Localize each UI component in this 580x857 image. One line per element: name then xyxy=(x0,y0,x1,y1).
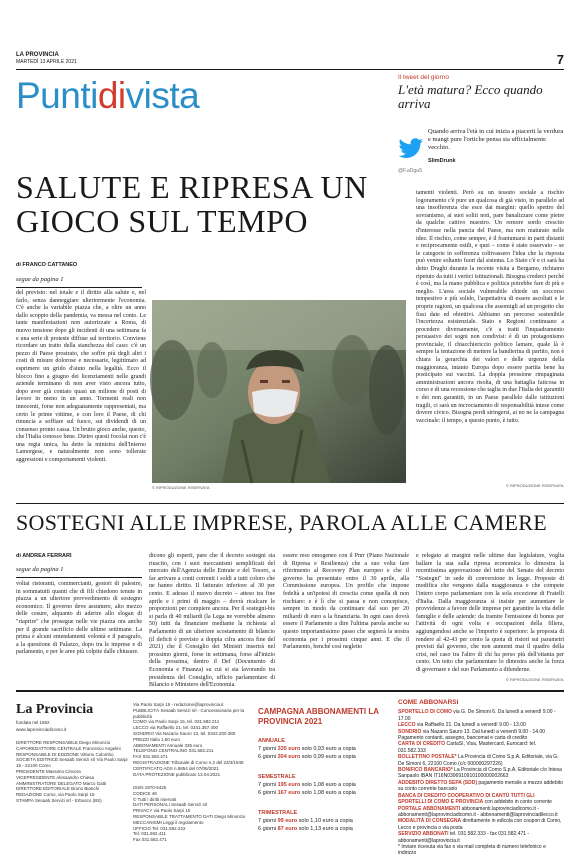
campaign-section-semester: SEMESTRALE xyxy=(258,774,296,780)
subscribe-row xyxy=(398,806,564,819)
row-key: CARTA DI CREDITO xyxy=(398,741,446,748)
campaign-row xyxy=(258,754,356,760)
campaign-row xyxy=(258,818,353,824)
article2-headline: SOSTEGNI ALLE IMPRESE, PAROLA ALLE CAMERE xyxy=(16,510,547,535)
subscribe-row xyxy=(398,767,564,780)
row-value: via Raffaello 21. Da lunedì a venerdì 9.00 - 13.00 xyxy=(415,722,526,729)
tweet-text: Quando arriva l'età in cui inizia a piacerti la verdura e mangi pure l'ortiche pensa sia ufficialmente vecchio. xyxy=(428,128,564,151)
tweet-handle: @F.aDgaS xyxy=(398,168,423,174)
row-days: 7 giorni xyxy=(258,818,278,824)
article2-column-1: voltai ristoranti, commercianti, gestori di palestre, in sommatutti quanti che di fili chiedono tenute in piazza a un ulteriore provvedimento di sostegno economico. Il governo deve assumere, alto mezzo delle cesure, alquanto di aderire allo slogan di "riaprire" che prosegue nelle vie piazza ora anche per il grande sacrificio delle ultime settimane. La prima è alcuni emendamenti volontà e il paragrafo, a la questione di Palazzo, dopo tra le imprese e di parlamento, e per le aree più colpite dalle chiusure. xyxy=(16,581,142,656)
masthead-part-3: vista xyxy=(125,75,200,116)
row-key: SONDRIO xyxy=(398,728,422,735)
article2-end-credit: © RIPRODUZIONE RISERVATA xyxy=(506,677,564,682)
row-key: MODALITÀ DI CONSEGNA xyxy=(398,818,462,825)
campaign-row xyxy=(258,790,356,796)
masthead-part-1: Punti xyxy=(16,75,98,116)
article1-photo xyxy=(152,300,406,483)
row-price: 87 euro xyxy=(277,826,298,832)
row-price: 304 euro xyxy=(277,754,301,760)
masthead-part-2: di xyxy=(97,75,126,116)
footer-codes: ISSN 1970-5425 CODICE 48 © Tutti i diritti riservati DATI PERSONALI Sesaab Servizi srl PRIVACY via Paolo Sarpi 15 RESPONSABILE TRATTAMENTO DATI Diego Minonzio MECCANISMI Leggi il regolamento UFFICIO Tel. 031.582.222 Tel. 031.582.411 Fax 031.582.471 xyxy=(133,785,246,843)
footer-site: www.laprovinciadicomo.it xyxy=(16,727,67,732)
row-value: La Provincia di Como S.p.A. Editoriale c/o Intesa Sanpaolo IBAN IT16N0306910910100000002663 xyxy=(398,767,562,780)
campaign-row xyxy=(258,782,356,788)
row-note: solo 1,10 euro a copia xyxy=(297,818,353,824)
tweet-of-the-day xyxy=(398,74,564,111)
row-key: BOLLETTINO POSTALE* xyxy=(398,754,457,761)
section-masthead xyxy=(16,76,199,116)
page-header xyxy=(16,52,564,68)
article1-column-1: del previsto: nel totale e il diritto alla salute e, nel farlo, senza danneggiare ulteriormente l'economia. C'è anche la variabile piazza che, a oltre un anno dallo scoppio della pandemia, va messa nel conto. Le tante manifestazioni non autorizzate a Roma, di nuovo tensione dopo gli incidenti di una settimana fa e una serie di proteste diffuse sul territorio. Conviene ricordare un tratto della stanchezza del caso: c'è un pezzo di Paese prostrato, che soffre più degli altri i costi di misure dolorose e necessarie, legittimato ad esprimere un grido d'aiuto nella legalità. Ecco il blocco fino a giugno dei licenziamenti nelle grandi aziende terminano di non aver visto ancora tutto, dopo aver già contato quasi un milione di posti di lavoro in meno in un anno. Tormenti reali non innocenti, forse non adeguatamente rappresentati, ma certo le prime vittime, e con loro il Paese, di chi rinuncia a soffiare sul fuoco, sui dividendi di un consenso pronto cassa. Un brutto gioco anche, questo, che l'Italia conosce bene. Dietro questi focolai non c'è una regia unica, ha detto la ministra dell'Interno Lamorgese, e naturalmente non sono tollerate aggressioni e comportamenti violenti. xyxy=(16,290,146,464)
article1-end-credit: © RIPRODUZIONE RISERVATA xyxy=(506,483,564,488)
row-value: via Nazario Sauro 13. Dal lunedì a venerdì 9.00 - 14.00 xyxy=(421,728,546,735)
how-to-subscribe-title: COME ABBONARSI xyxy=(398,699,459,706)
row-key: BONIFICO BANCARIO* xyxy=(398,767,453,774)
tweet-author: SlimDrunk xyxy=(428,158,456,164)
row-value: Pagamento contanti, assegno, bancomat e carta di credito xyxy=(398,735,528,742)
row-note: solo 1,08 euro a copia xyxy=(300,782,356,788)
subscribe-row xyxy=(398,818,564,831)
row-value: abbonamenti.laprovinciadicomo.it - abbonamenti@laprovinciadicomo.it - abbonamenti@laprovinciadilecco.it xyxy=(398,805,558,818)
row-value: CartaSì, Visa, Mastercard, Eurocard: tel. 031.582.333 xyxy=(398,741,537,754)
article2-segue: segue da pagina 1 xyxy=(16,566,64,573)
subscribe-row xyxy=(398,793,564,806)
row-note: solo 1,13 euro a copia xyxy=(297,826,353,832)
row-value: direttamente in edicola con coupon di Como, Lecco e provincia o via posta xyxy=(398,818,562,831)
row-note: solo 0,99 euro a copia xyxy=(300,754,356,760)
article1-headline: SALUTE E RIPRESA UN GIOCO SUL TEMPO xyxy=(16,169,368,239)
subscribe-row xyxy=(398,831,564,844)
footer-brand: La Provincia xyxy=(16,702,94,717)
row-value: La Provincia di Como S.p.A. Editoriale, via G. De Simoni 6, 22100 Como (c/c 000000297226) xyxy=(398,754,559,767)
row-price: 167 euro xyxy=(277,790,301,796)
footer-offices: Via Paolo Sarpi 15 - redazione@laprovincia.it PUBBLICITÀ Sesaab Servizi srl - Concessionaria per la pubblicità COMO via Paolo Sarpi 15, tel. 031.582.211 LECCO via Raffaello 21, tel. 0341.357.400 SONDRIO Via Nazario Sauro 13, tel. 0342.200.380 PREZZI Italia 1,50 euro ABBONAMENTI Annuale 335 euro TELEFONO CENTRALINO 031.582.211 FAX 031.582.471 REGISTRAZIONE Tribunale di Como n.2 del 23/3/1948 CERTIFICATO ADS n.8854 del 07/06/2021 DATA PROTEZIONE pubblicato 13.04.2021 xyxy=(133,702,245,777)
row-value: via G. De Simoni 6. Da lunedì a venerdì 9.00 - 17.00 xyxy=(398,709,556,722)
article1-byline: di FRANCO CATTANEO xyxy=(16,262,78,268)
header-rule xyxy=(16,69,564,70)
how-to-subscribe xyxy=(398,700,564,857)
row-days: 6 giorni xyxy=(258,826,278,832)
subscribe-row xyxy=(398,741,564,754)
campaign-row xyxy=(258,826,353,832)
soldiers-photo xyxy=(152,300,406,483)
article-separator xyxy=(16,503,564,504)
campaign-title: CAMPAGNA ABBONAMENTI LA PROVINCIA 2021 xyxy=(258,707,379,726)
row-key: SPORTELLO DI COMO xyxy=(398,709,452,716)
campaign-section-annual: ANNUALE xyxy=(258,738,285,744)
article2-column-2: dicono gli esperti, pare che il decreto sostegni sia riuscito, con i suoi meccanismi semplificati del mercato dell'Agenzia delle Entrate e del Tesoro, a far arrivare a conti correnti i soldi a tutti coloro che ne hanno diritto. Il fatturato inferiore al 30 per cento. E adesso il nuovo decreto – atteso tra fine aprile e i primi di maggio – dovrà ricalcare le proporzioni per compiere ancora. Per il sostegni-bis si parla di 40 miliardi (la Lega ne vorrebbe almeno 50) tutti da finanziare mediante la richiesta al Parlamento di un ulteriore scostamento di bilancio (il deficit è previsto a doppia cifra ancora fine del 2021) che il Consiglio dei Ministri inserirà nel prossimo giorni, forse in settimana, forse all'inizio della prossima, dentro il Def (Documento di Economia e Finanza) su cui si sta lavorando tra presidenza del Consiglio, ufficio parlamentare di Bilancio e Ministero dell'Economia. xyxy=(149,553,275,689)
article1-column-2: tamenti violenti. Però su un tessuto sociale a rischio logoramento c'è pure un qualcosa di già visto, in parallelo ad una insofferenza che esce dai margini: quello spettro del sovranismo, ai suoi soliti noti, pare banalizzare come pietre da qualche cattivo maestro. Un remore sordo crescito d'interesse nella pancia del Paese, ma non maturato nelle idee. Il rischio, come sempre, è il frantumarsi in parti distanti e reciprocamente ostili, e quei – come è stato osservato – se le categorie in sofferenza coltivassero l'idea che la risposta può venire soltanto fuori dal sistema. Lo Stato c'è e ci sarà ha detto Draghi durante la recente visita a Bergamo, richiamo ripetuto da tutti i vertici istituzionali. Bisogna crederci perché è così, ma la mano pubblica e politica potrebbe fare di più e meglio. L'area sociale vulnerabile chiede un soccorso tempestivo e più solido, l'aspettativa di essere ascoltati e le proprie ragioni, un qualcosa che assomigli ad un progetto che fissi date ed obiettivi. Abbiamo un percorso sostenibile l'incertezza esistenziale. Stato e Regioni continuano a procedere diversamente, c'è a tratti l'inquadramento persuasivo dei sogni non condivisi: è di un protagonismo provinciale, il chiacchiericcio politico lamare, quale là è sempre la tentazione di mettere la bandierina di partito, non è chiara la gerarchia dei valori e delle urgenze della maggioranza, intanto Europa dopo essere partita bene ha posticipato sui vaccini. La doppia pressione rimpaginata amministrazioni ancora risolta, di una battaglia faticosa in corso e di una recessione che taglia in due l'Italia dei garantiti e dei non garantiti, in un Paese parallelo dalle istituzioni tragili, ci sarà un incrociamento di responsabilità intese come dovere civico. Bisogna perdi stringersi, ai no ne la campagna vaccinale: il tempo, a questo punto, è tutto. xyxy=(416,190,564,424)
article2-byline: di ANDREA FERRARI xyxy=(16,553,72,559)
row-days: 7 giorni xyxy=(258,782,278,788)
row-key: BANCA DI CREDITO COOPERATIVO DI CANTÙ TUTTI GLI SPORTELLI DI COMO E PROVINCIA xyxy=(398,792,535,806)
subscribe-row xyxy=(398,709,564,722)
row-price: 195 euro xyxy=(277,782,301,788)
campaign-section-quarter: TRIMESTRALE xyxy=(258,810,298,816)
campaign-row xyxy=(258,746,356,752)
tweet-label: Il tweet del giorno xyxy=(398,74,449,81)
article1-segue: segue da pagina 1 xyxy=(16,276,64,283)
page-number: 7 xyxy=(556,52,564,67)
article2-byline-rule xyxy=(16,577,142,578)
row-key: LECCO xyxy=(398,722,416,729)
article2-column-4: e relegato ai margini nelle ultime due legislature, voglia ballare la sua sulla ripresa economica lo dimostra la recentissima approvazione del tetto del Senato del decreto "Sostegni" in sede di conversione in legge. Proposte di modifica che vengono dalla maggioranza e che compete l'intero corpo parlamentare con la sola eccezione di Fratelli d'Italia. Dalla maggioranza si insiste per aumentare le provvidenze a favore delle imprese per garantire la vita delle famiglie e delle aziende: da tramite l'emissione di bonus per l'attività di ogni volta e occupazioni della filiera, aggiungendosi anche se l'importo è superiore: la proposta di rendere al 42-43 per cento la quota di ristori sui parametri previsti dal governo, che non aumenti mai il quadro della crisi, nel caso tra l'altro di chi ha perso più dell'ottanta per cento. Un tetto che parlamentare lo dimostra anche la forza di governare e del suo Parlamento a difenderne. xyxy=(416,553,564,673)
row-key: PORTALE ABBONAMENTI xyxy=(398,805,461,812)
row-price: 99 euro xyxy=(277,818,298,824)
issue-date: MARTEDÌ 13 APRILE 2021 xyxy=(16,59,77,65)
footer-staff: DIRETTORE RESPONSABILE Diego Minonzio CAPOREDATTORE CENTRALE Francesco Angelini RESPONSABILE DI EDIZIONE Vittorio Colombo SOCIETÀ EDITRICE Sesaab Servizi srl Via Paolo Sarpi 15 - 22100 Como PRESIDENTE Massimo Cincera VICEPRESIDENTE Alessandro Chiesa AMMINISTRATORE DELEGATO Marco Gatti DIRETTORE EDITORIALE Bruno Bianchi REDAZIONE Como, via Paolo Sarpi 15 STAMPA Sesaab Servizi srl - Erbusco (BS) xyxy=(16,740,128,803)
row-key: SERVIZIO ABBONATI xyxy=(398,831,449,838)
subscribe-row xyxy=(398,780,564,793)
row-note: solo 0,93 euro a copia xyxy=(300,746,356,752)
twitter-bird-icon xyxy=(398,138,424,160)
subscribe-row xyxy=(398,754,564,767)
publication-name: LA PROVINCIA xyxy=(16,52,59,58)
footer-rule xyxy=(16,690,564,692)
row-value: con addebito in conto corrente xyxy=(483,799,552,806)
row-days: 7 giorni xyxy=(258,746,278,752)
row-value: tel. 031.582.333 - fax 031.582.471 - abbonamenti@laprovincia.it xyxy=(398,831,530,844)
article2-column-3: essere reso omogeneo con il Pnrr (Piano Nazionale di Ripresa e Resilienza) che a suo volta fare riferimento al Recovery Plan europeo e che il governo ha presentato entro il 30 aprile, alla Commissione europea. Un profilo che impone fedeltà a un'ipotesi di crescita come quella di non rischiare: e è lì che si passa e non concepisce, sempre in modo da continuare dal suo per 20 miliardi di euro a la finanziaria. In ogni caso dovrà essere il Parlamento a dire l'ultima parola anche su questo importantissimo passo che segnerà la nostra economia per i prossimi cinque anni. E che il Parlamento, benché così negletto xyxy=(283,553,409,651)
row-days: 6 giorni xyxy=(258,754,278,760)
row-note: solo 1,08 euro a copia xyxy=(300,790,356,796)
row-key: ADDEBITO DIRETTO SEPA (SDD) xyxy=(398,779,477,786)
row-value: pagamento mensile a mezzo addebito su conto corrente bancario xyxy=(398,779,563,793)
row-price: 335 euro xyxy=(277,746,301,752)
row-days: 6 giorni xyxy=(258,790,278,796)
article1-byline-rule xyxy=(16,287,142,288)
tweet-quote: L'età matura? Ecco quando arriva xyxy=(398,82,543,111)
photo-credit: © RIPRODUZIONE RISERVATA xyxy=(152,485,210,490)
footer-founded: fondata nel 1892 xyxy=(16,720,50,725)
row-value: * Inviare ricevuta via fax o via mail completa di numero telefonico e indirizzo xyxy=(398,843,546,857)
subscribe-row xyxy=(398,844,564,857)
